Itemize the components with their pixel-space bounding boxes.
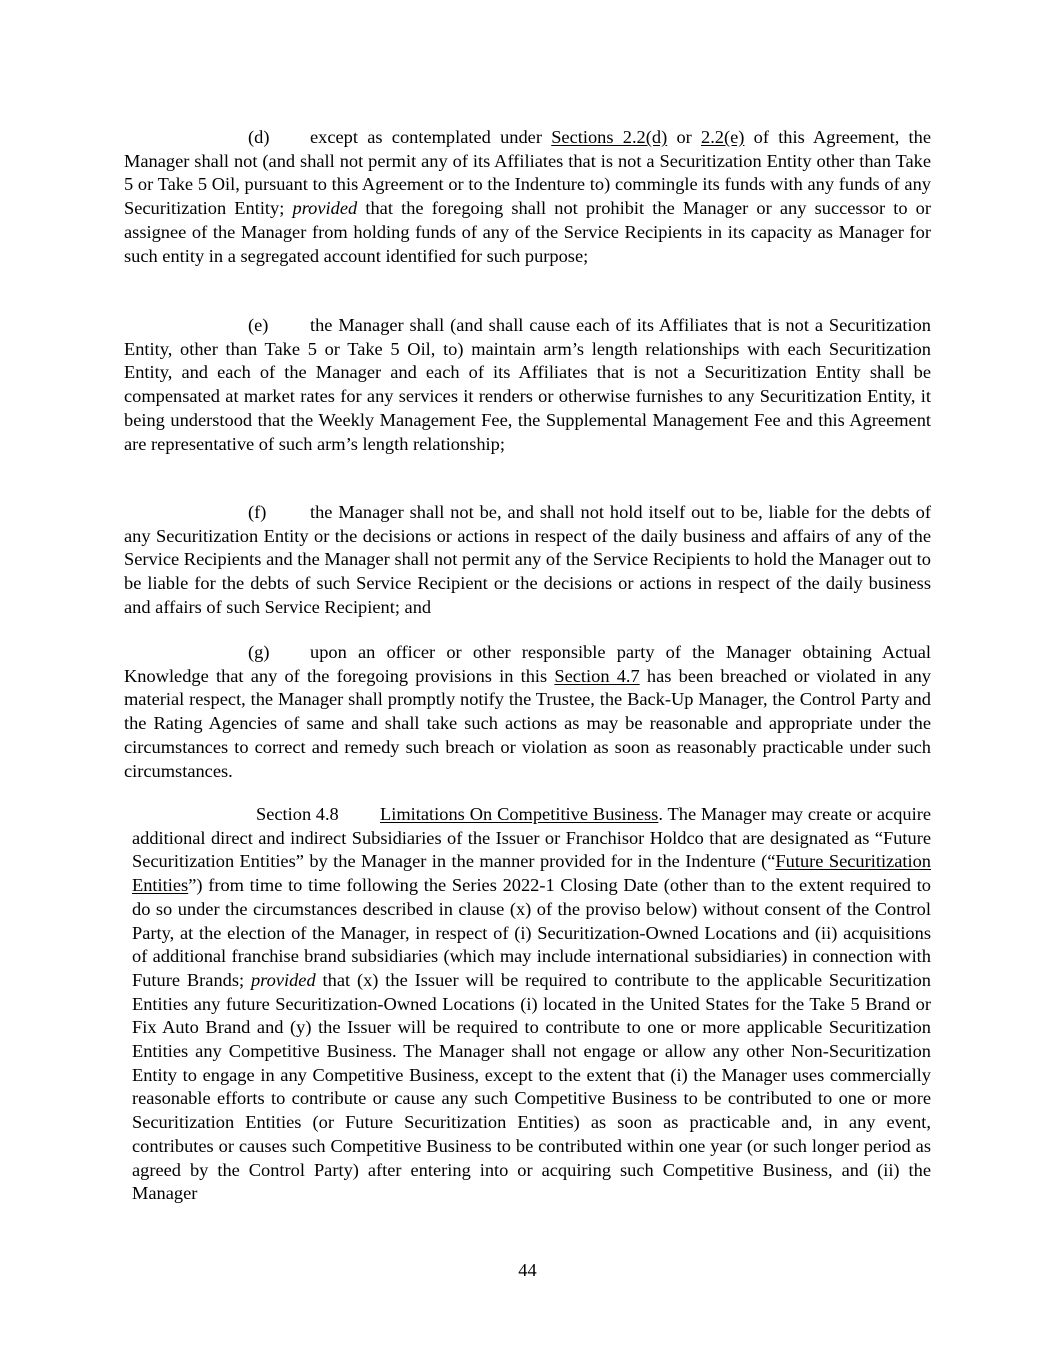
paragraph-d-text-1: except as contemplated under xyxy=(310,127,552,147)
page-number: 44 xyxy=(518,1260,537,1280)
paragraph-d-text-4: that the foregoing shall not prohibit the Manager or any successor to or assignee of the Manager from holding funds of any of the Service Recipients in its capacity as Manager for such entity in a segregated account identified for such purpose; xyxy=(124,198,931,266)
section-4-8-paragraph xyxy=(132,803,931,1206)
paragraph-e-text: the Manager shall (and shall cause each of its Affiliates that is not a Securitization Entity, other than Take 5 or Take 5 Oil, to) maintain arm’s length relationships with each Securitization Entity, and each of the Manager and each of its Affiliates that is not a Securitization Entity shall be compensated at market rates for any services it renders or otherwise furnishes to any Securitization Entity, it being understood that the Weekly Management Fee, the Supplemental Management Fee and this Agreement are representative of such arm’s length relationship; xyxy=(124,315,931,454)
paragraph-d xyxy=(124,126,931,268)
section-4-8-text-2: ”) from time to time following the Series 2022-1 Closing Date (other than to the extent required to do so under the circumstances described in clause (x) of the proviso below) without consent of the Control Party, at the election of the Manager, in respect of (i) Securitization-Owned Locations and (ii) acquisitions of additional franchise brand subsidiaries (which may include international subsidiaries) in connection with Future Brands; xyxy=(132,875,931,990)
clause-marker-d: (d) xyxy=(248,127,270,147)
paragraph-d-text-3: of this Agreement, the Manager shall not (and shall not permit any of its Affiliates that is not a Securitization Entity other than Take 5 or Take 5 Oil, pursuant to this Agreement or to the Indenture to) commingle its funds with any funds of any Securitization Entity; xyxy=(124,127,931,219)
section-reference-2-2-d: Sections 2.2(d) xyxy=(551,127,668,147)
defined-term-future-securitization-entities: Future Securitization Entities xyxy=(132,851,931,896)
clause-marker-f: (f) xyxy=(248,502,267,522)
section-4-8-italic-provided: provided xyxy=(250,969,316,990)
paragraph-g-text-1: upon an officer or other responsible party of the Manager obtaining Actual Knowledge that any of the foregoing provisions in this xyxy=(124,642,931,686)
paragraph-e xyxy=(124,314,931,456)
paragraph-g xyxy=(124,641,931,783)
paragraph-d-text-2: or xyxy=(667,127,701,147)
section-4-8-text-1: . The Manager may create or acquire additional direct and indirect Subsidiaries of the Issuer or Franchisor Holdco that are designated as “Future Securitization Entities” by the Manager in the manner provided for in the Indenture (“ xyxy=(132,804,932,872)
paragraph-g-text-2: has been breached or violated in any material respect, the Manager shall promptly notify the Trustee, the Back-Up Manager, the Control Party and the Rating Agencies of same and shall take such actions as may be reasonable and appropriate under the circumstances to correct and remedy such breach or violation as soon as reasonably practicable under such circumstances. xyxy=(124,665,931,781)
section-number: Section 4.8 xyxy=(256,804,339,824)
clause-marker-g: (g) xyxy=(248,642,270,662)
section-4-8-text-3: that (x) the Issuer will be required to contribute to the applicable Securitization Entities any future Securitization-Owned Locations (i) located in the United States for the Take 5 Brand or Fix Auto Brand and (y) the Issuer will be required to contribute to one or more applicable Securitization Entities any Competitive Business. The Manager shall not engage or allow any other Non-Securitization Entity to engage in any Competitive Business, except to the extent that (i) the Manager uses commercially reasonable efforts to contribute or cause any such Competitive Business to be contributed to one or more Securitization Entities (or Future Securitization Entities) as soon as practicable and, in any event, contributes or causes such Competitive Business to be contributed within one year (or such longer period as agreed by the Control Party) after entering into or acquiring such Competitive Business, and (ii) the Manager xyxy=(132,969,931,1204)
section-reference-4-7: Section 4.7 xyxy=(554,665,640,686)
paragraph-f-text: the Manager shall not be, and shall not hold itself out to be, liable for the debts of any Securitization Entity or the decisions or actions in respect of the daily business and affairs of any of the Service Recipients and the Manager shall not permit any of the Service Recipients to hold the Manager out to be liable for the debts of such Service Recipient or the decisions or actions in respect of the daily business and affairs of such Service Recipient; and xyxy=(124,502,931,617)
paragraph-d-italic-provided: provided xyxy=(292,198,358,219)
section-heading: Limitations On Competitive Business xyxy=(380,804,659,824)
paragraph-f xyxy=(124,501,931,620)
clause-marker-e: (e) xyxy=(248,315,269,335)
section-reference-2-2-e: 2.2(e) xyxy=(701,127,745,147)
